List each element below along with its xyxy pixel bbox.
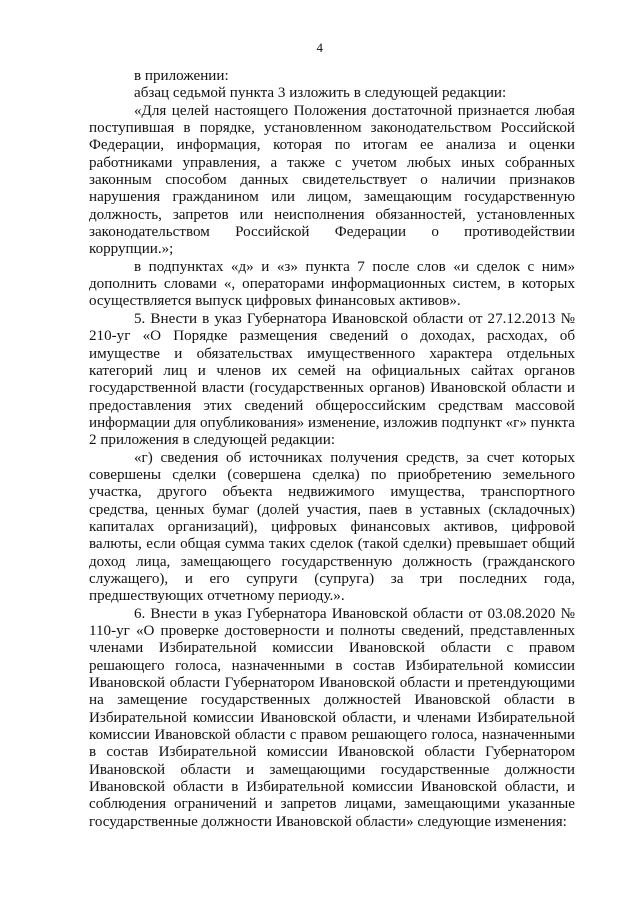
paragraph-subclause-g: «г) сведения об источниках получения средств, за счет которых совершены сделки (совершена сделка) по приобретению земельного участка, другого объекта недвижимого имущества, транспортного средства, ценных бумаг (долей участия, паев в уставных (складочных) капиталах организаций), цифровых финансовых активов, цифровой валюты, если общая сумма таких сделок (такой сделки) превышает общий доход лица, замещающего государственную должность (гражданского служащего), и его супруги (супруга) за три последних года, предшествующих отчетному периоду.». (89, 449, 575, 605)
paragraph-subclauses-d-z: в подпунктах «д» и «з» пункта 7 после слов «и сделок с ним» дополнить словами «, операторами информационных систем, в которых осуществляется выпуск цифровых финансовых активов». (89, 258, 575, 310)
paragraph-item-5: 5. Внести в указ Губернатора Ивановской области от 27.12.2013 № 210-уг «О Порядке размещения сведений о доходах, расходах, об имуществе и обязательствах имущественного характера отдельных категорий лиц и членов их семей на официальных сайтах органов государственной власти (государственных органов) Ивановской области и предоставления этих сведений общероссийским средствам массовой информации для опубликования» изменение, изложив подпункт «г» пункта 2 приложения в следующей редакции: (89, 310, 575, 449)
paragraph-clause-7-intro: абзац седьмой пункта 3 изложить в следующей редакции: (134, 85, 507, 102)
document-body (89, 68, 575, 831)
paragraph-quoted-definition: «Для целей настоящего Положения достаточной признается любая поступившая в порядке, установленном законодательством Российской Федерации, информация, которая по итогам ее анализа и оценки работниками управления, а также с учетом любых иных собранных законным способом данных свидетельствует о наличии признаков нарушения гражданином или лицом, замещающим государственную должность, запретов или неисполнения обязанностей, установленных законодательством Российской Федерации о противодействии коррупции.»; (89, 102, 575, 258)
paragraph-in-appendix: в приложении: (134, 68, 229, 84)
paragraph-item-6: 6. Внести в указ Губернатора Ивановской области от 03.08.2020 № 110-уг «О проверке достоверности и полноты сведений, представленных членами Избирательной комиссии Ивановской области с правом решающего голоса, назначенными в состав Избирательной комиссии Ивановской области Губернатором Ивановской области и претендующими на замещение государственных должностей Ивановской области в Избирательной комиссии Ивановской области, и членами Избирательной комиссии Ивановской области с правом решающего голоса, назначенными в состав Избирательной комиссии Ивановской области Губернатором Ивановской области и замещающими государственные должности Ивановской области в Избирательной комиссии Ивановской области, и соблюдения ограничений и запретов лицами, замещающими указанные государственные должности Ивановской области» следующие изменения: (89, 605, 575, 830)
page-number: 4 (316, 40, 324, 55)
